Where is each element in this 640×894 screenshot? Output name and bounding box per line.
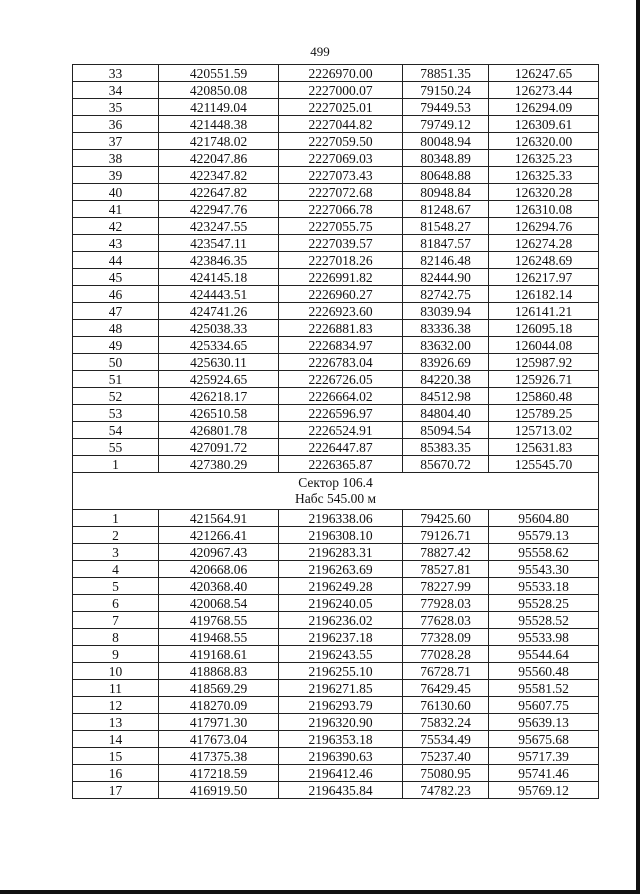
coordinate-cell: 2227000.07: [279, 82, 403, 99]
table-row: [73, 456, 599, 473]
coordinate-cell: 422347.82: [159, 167, 279, 184]
coordinate-cell: 2227066.78: [279, 201, 403, 218]
coordinate-cell: 125713.02: [489, 422, 599, 439]
coordinate-cell: 126320.28: [489, 184, 599, 201]
coordinate-cell: 125926.71: [489, 371, 599, 388]
point-number-cell: 51: [73, 371, 159, 388]
point-number-cell: 55: [73, 439, 159, 456]
coordinate-cell: 2226960.27: [279, 286, 403, 303]
coordinate-cell: 2227044.82: [279, 116, 403, 133]
point-number-cell: 42: [73, 218, 159, 235]
coordinate-cell: 425334.65: [159, 337, 279, 354]
coordinate-cell: 2196283.31: [279, 544, 403, 561]
coordinates-table: [72, 64, 599, 799]
table-row: [73, 748, 599, 765]
coordinate-cell: 126095.18: [489, 320, 599, 337]
coordinate-cell: 420551.59: [159, 65, 279, 82]
coordinate-cell: 95544.64: [489, 646, 599, 663]
coordinate-cell: 422947.76: [159, 201, 279, 218]
coordinate-cell: 126309.61: [489, 116, 599, 133]
coordinate-cell: 95560.48: [489, 663, 599, 680]
coordinate-cell: 126141.21: [489, 303, 599, 320]
point-number-cell: 50: [73, 354, 159, 371]
table-row: [73, 354, 599, 371]
point-number-cell: 45: [73, 269, 159, 286]
coordinate-cell: 421564.91: [159, 510, 279, 527]
point-number-cell: 11: [73, 680, 159, 697]
point-number-cell: 36: [73, 116, 159, 133]
coordinate-cell: 84804.40: [403, 405, 489, 422]
coordinate-cell: 419468.55: [159, 629, 279, 646]
table-row: [73, 714, 599, 731]
coordinate-cell: 126248.69: [489, 252, 599, 269]
table-row: [73, 82, 599, 99]
coordinate-cell: 2196412.46: [279, 765, 403, 782]
coordinate-cell: 2226834.97: [279, 337, 403, 354]
point-number-cell: 10: [73, 663, 159, 680]
coordinate-cell: 83039.94: [403, 303, 489, 320]
coordinate-cell: 416919.50: [159, 782, 279, 799]
table-row: [73, 561, 599, 578]
coordinate-cell: 421448.38: [159, 116, 279, 133]
table-row: [73, 133, 599, 150]
coordinate-cell: 84512.98: [403, 388, 489, 405]
table-row: [73, 320, 599, 337]
coordinate-cell: 418270.09: [159, 697, 279, 714]
coordinate-cell: 84220.38: [403, 371, 489, 388]
sector-cell: [73, 473, 599, 510]
coordinate-cell: 95528.52: [489, 612, 599, 629]
table-row: [73, 439, 599, 456]
coordinate-cell: 95639.13: [489, 714, 599, 731]
coordinate-cell: 95533.98: [489, 629, 599, 646]
point-number-cell: 13: [73, 714, 159, 731]
coordinate-cell: 2227025.01: [279, 99, 403, 116]
coordinate-cell: 85670.72: [403, 456, 489, 473]
point-number-cell: 35: [73, 99, 159, 116]
coordinate-cell: 81548.27: [403, 218, 489, 235]
table-row: [73, 782, 599, 799]
coordinate-cell: 82742.75: [403, 286, 489, 303]
coordinate-cell: 420368.40: [159, 578, 279, 595]
coordinate-cell: 78527.81: [403, 561, 489, 578]
coordinate-cell: 95604.80: [489, 510, 599, 527]
coordinate-cell: 424145.18: [159, 269, 279, 286]
coordinate-cell: 126294.76: [489, 218, 599, 235]
table-row: [73, 303, 599, 320]
coordinate-cell: 426801.78: [159, 422, 279, 439]
coordinate-cell: 125545.70: [489, 456, 599, 473]
coordinate-cell: 2226991.82: [279, 269, 403, 286]
table-row: [73, 371, 599, 388]
scan-border-right: [636, 0, 640, 894]
coordinate-cell: 79425.60: [403, 510, 489, 527]
table-row: [73, 218, 599, 235]
coordinate-cell: 427380.29: [159, 456, 279, 473]
table-row: [73, 235, 599, 252]
coordinate-cell: 2196243.55: [279, 646, 403, 663]
coordinate-cell: 2196320.90: [279, 714, 403, 731]
coordinate-cell: 2196240.05: [279, 595, 403, 612]
coordinate-cell: 95528.25: [489, 595, 599, 612]
point-number-cell: 2: [73, 527, 159, 544]
coordinate-cell: 95675.68: [489, 731, 599, 748]
point-number-cell: 5: [73, 578, 159, 595]
coordinate-cell: 2227039.57: [279, 235, 403, 252]
table-row: [73, 527, 599, 544]
point-number-cell: 8: [73, 629, 159, 646]
coordinate-cell: 2226664.02: [279, 388, 403, 405]
coordinate-cell: 423846.35: [159, 252, 279, 269]
coordinate-cell: 425038.33: [159, 320, 279, 337]
coordinate-cell: 417375.38: [159, 748, 279, 765]
table-row: [73, 578, 599, 595]
coordinate-cell: 75080.95: [403, 765, 489, 782]
coordinate-cell: 2227018.26: [279, 252, 403, 269]
page-number: 499: [310, 44, 330, 59]
table-row: [73, 422, 599, 439]
coordinate-cell: 126320.00: [489, 133, 599, 150]
table-row: [73, 680, 599, 697]
table-row: [73, 646, 599, 663]
coordinate-cell: 417218.59: [159, 765, 279, 782]
coordinate-cell: 77928.03: [403, 595, 489, 612]
point-number-cell: 53: [73, 405, 159, 422]
table-bottom-body: [73, 510, 599, 799]
coordinate-cell: 418569.29: [159, 680, 279, 697]
coordinate-cell: 2196271.85: [279, 680, 403, 697]
scan-border-bottom: [0, 890, 640, 894]
coordinate-cell: 2196353.18: [279, 731, 403, 748]
coordinate-cell: 2227069.03: [279, 150, 403, 167]
coordinate-cell: 2227055.75: [279, 218, 403, 235]
coordinate-cell: 423247.55: [159, 218, 279, 235]
coordinate-cell: 421266.41: [159, 527, 279, 544]
table-row: [73, 731, 599, 748]
coordinate-cell: 125789.25: [489, 405, 599, 422]
point-number-cell: 3: [73, 544, 159, 561]
coordinate-cell: 78227.99: [403, 578, 489, 595]
coordinate-cell: 78851.35: [403, 65, 489, 82]
point-number-cell: 17: [73, 782, 159, 799]
table-row: [73, 629, 599, 646]
point-number-cell: 54: [73, 422, 159, 439]
coordinate-cell: 2227073.43: [279, 167, 403, 184]
coordinate-cell: 421748.02: [159, 133, 279, 150]
table-row: [73, 405, 599, 422]
point-number-cell: 34: [73, 82, 159, 99]
point-number-cell: 1: [73, 510, 159, 527]
coordinate-cell: 2196249.28: [279, 578, 403, 595]
point-number-cell: 33: [73, 65, 159, 82]
coordinate-cell: 85383.35: [403, 439, 489, 456]
table-row: [73, 765, 599, 782]
coordinate-cell: 126044.08: [489, 337, 599, 354]
coordinate-cell: 2226783.04: [279, 354, 403, 371]
coordinate-cell: 80348.89: [403, 150, 489, 167]
coordinate-cell: 95533.18: [489, 578, 599, 595]
coordinate-cell: 126310.08: [489, 201, 599, 218]
point-number-cell: 41: [73, 201, 159, 218]
coordinate-cell: 83336.38: [403, 320, 489, 337]
coordinate-cell: 75534.49: [403, 731, 489, 748]
sector-row: [73, 473, 599, 510]
point-number-cell: 40: [73, 184, 159, 201]
coordinate-cell: 126325.33: [489, 167, 599, 184]
coordinate-cell: 126247.65: [489, 65, 599, 82]
point-number-cell: 4: [73, 561, 159, 578]
coordinate-cell: 77328.09: [403, 629, 489, 646]
point-number-cell: 37: [73, 133, 159, 150]
point-number-cell: 16: [73, 765, 159, 782]
coordinate-cell: 95741.46: [489, 765, 599, 782]
coordinate-cell: 426218.17: [159, 388, 279, 405]
coordinate-cell: 423547.11: [159, 235, 279, 252]
coordinate-cell: 77028.28: [403, 646, 489, 663]
table-row: [73, 65, 599, 82]
coordinate-cell: 424741.26: [159, 303, 279, 320]
coordinate-cell: 79749.12: [403, 116, 489, 133]
coordinate-cell: 82444.90: [403, 269, 489, 286]
coordinate-cell: 417673.04: [159, 731, 279, 748]
coordinate-cell: 422647.82: [159, 184, 279, 201]
point-number-cell: 38: [73, 150, 159, 167]
table-row: [73, 388, 599, 405]
point-number-cell: 15: [73, 748, 159, 765]
coordinate-cell: 79150.24: [403, 82, 489, 99]
coordinate-cell: 2196236.02: [279, 612, 403, 629]
coordinate-cell: 82146.48: [403, 252, 489, 269]
coordinate-cell: 125987.92: [489, 354, 599, 371]
coordinate-cell: 425630.11: [159, 354, 279, 371]
coordinate-cell: 2227059.50: [279, 133, 403, 150]
coordinate-cell: 2227072.68: [279, 184, 403, 201]
coordinate-cell: 78827.42: [403, 544, 489, 561]
coordinate-cell: 80948.84: [403, 184, 489, 201]
coordinate-cell: 81847.57: [403, 235, 489, 252]
coordinate-cell: 2196308.10: [279, 527, 403, 544]
coordinate-cell: 425924.65: [159, 371, 279, 388]
table-row: [73, 269, 599, 286]
coordinate-cell: 2226726.05: [279, 371, 403, 388]
coordinate-cell: 420068.54: [159, 595, 279, 612]
coordinate-cell: 2196390.63: [279, 748, 403, 765]
point-number-cell: 12: [73, 697, 159, 714]
coordinate-cell: 95769.12: [489, 782, 599, 799]
table-row: [73, 612, 599, 629]
table-row: [73, 595, 599, 612]
coordinate-cell: 125860.48: [489, 388, 599, 405]
table-row: [73, 337, 599, 354]
coordinate-cell: 421149.04: [159, 99, 279, 116]
table-row: [73, 184, 599, 201]
coordinate-cell: 126217.97: [489, 269, 599, 286]
coordinate-cell: 76130.60: [403, 697, 489, 714]
coordinate-cell: 2226970.00: [279, 65, 403, 82]
point-number-cell: 9: [73, 646, 159, 663]
coordinate-cell: 2196435.84: [279, 782, 403, 799]
coordinate-cell: 95717.39: [489, 748, 599, 765]
coordinate-cell: 75237.40: [403, 748, 489, 765]
coordinate-cell: 417971.30: [159, 714, 279, 731]
coordinate-cell: 126182.14: [489, 286, 599, 303]
coordinate-cell: 80648.88: [403, 167, 489, 184]
table-row: [73, 286, 599, 303]
coordinate-cell: 426510.58: [159, 405, 279, 422]
point-number-cell: 44: [73, 252, 159, 269]
coordinate-cell: 126273.44: [489, 82, 599, 99]
table-row: [73, 252, 599, 269]
sector-height: Набс 545.00 м: [294, 491, 377, 506]
table-row: [73, 201, 599, 218]
coordinate-cell: 126325.23: [489, 150, 599, 167]
point-number-cell: 7: [73, 612, 159, 629]
coordinate-cell: 420967.43: [159, 544, 279, 561]
coordinate-cell: 74782.23: [403, 782, 489, 799]
coordinate-cell: 422047.86: [159, 150, 279, 167]
coordinate-cell: 83632.00: [403, 337, 489, 354]
coordinate-cell: 75832.24: [403, 714, 489, 731]
coordinate-cell: 2196263.69: [279, 561, 403, 578]
sector-title: Сектор 106.4: [298, 475, 373, 490]
table-row: [73, 99, 599, 116]
coordinate-cell: 2196338.06: [279, 510, 403, 527]
coordinate-cell: 83926.69: [403, 354, 489, 371]
coordinate-cell: 76429.45: [403, 680, 489, 697]
point-number-cell: 47: [73, 303, 159, 320]
coordinate-cell: 95581.52: [489, 680, 599, 697]
coordinate-cell: 2226524.91: [279, 422, 403, 439]
coordinate-cell: 126294.09: [489, 99, 599, 116]
coordinate-cell: 419768.55: [159, 612, 279, 629]
point-number-cell: 1: [73, 456, 159, 473]
coordinate-cell: 126274.28: [489, 235, 599, 252]
coordinate-cell: 418868.83: [159, 663, 279, 680]
coordinate-cell: 424443.51: [159, 286, 279, 303]
coordinate-cell: 95607.75: [489, 697, 599, 714]
table-row: [73, 150, 599, 167]
coordinate-cell: 95558.62: [489, 544, 599, 561]
table-row: [73, 663, 599, 680]
coordinate-cell: 85094.54: [403, 422, 489, 439]
coordinate-cell: 427091.72: [159, 439, 279, 456]
coordinate-cell: 95543.30: [489, 561, 599, 578]
point-number-cell: 49: [73, 337, 159, 354]
table-row: [73, 697, 599, 714]
coordinate-cell: 76728.71: [403, 663, 489, 680]
coordinate-cell: 420850.08: [159, 82, 279, 99]
coordinate-cell: 79449.53: [403, 99, 489, 116]
coordinate-cell: 2226881.83: [279, 320, 403, 337]
coordinate-cell: 419168.61: [159, 646, 279, 663]
point-number-cell: 46: [73, 286, 159, 303]
coordinate-cell: 2196255.10: [279, 663, 403, 680]
point-number-cell: 6: [73, 595, 159, 612]
sector-header: [73, 473, 599, 510]
coordinate-cell: 420668.06: [159, 561, 279, 578]
coordinate-cell: 2226365.87: [279, 456, 403, 473]
coordinate-cell: 81248.67: [403, 201, 489, 218]
coordinate-cell: 2226596.97: [279, 405, 403, 422]
coordinate-cell: 2196293.79: [279, 697, 403, 714]
table-row: [73, 167, 599, 184]
point-number-cell: 43: [73, 235, 159, 252]
point-number-cell: 48: [73, 320, 159, 337]
coordinate-cell: 80048.94: [403, 133, 489, 150]
coordinate-cell: 2196237.18: [279, 629, 403, 646]
point-number-cell: 14: [73, 731, 159, 748]
point-number-cell: 52: [73, 388, 159, 405]
point-number-cell: 39: [73, 167, 159, 184]
coordinate-cell: 2226447.87: [279, 439, 403, 456]
coordinate-cell: 79126.71: [403, 527, 489, 544]
coordinate-cell: 2226923.60: [279, 303, 403, 320]
table-top-body: [73, 65, 599, 473]
table-row: [73, 510, 599, 527]
coordinate-cell: 95579.13: [489, 527, 599, 544]
table-row: [73, 116, 599, 133]
coordinate-cell: 125631.83: [489, 439, 599, 456]
table-row: [73, 544, 599, 561]
coordinate-cell: 77628.03: [403, 612, 489, 629]
